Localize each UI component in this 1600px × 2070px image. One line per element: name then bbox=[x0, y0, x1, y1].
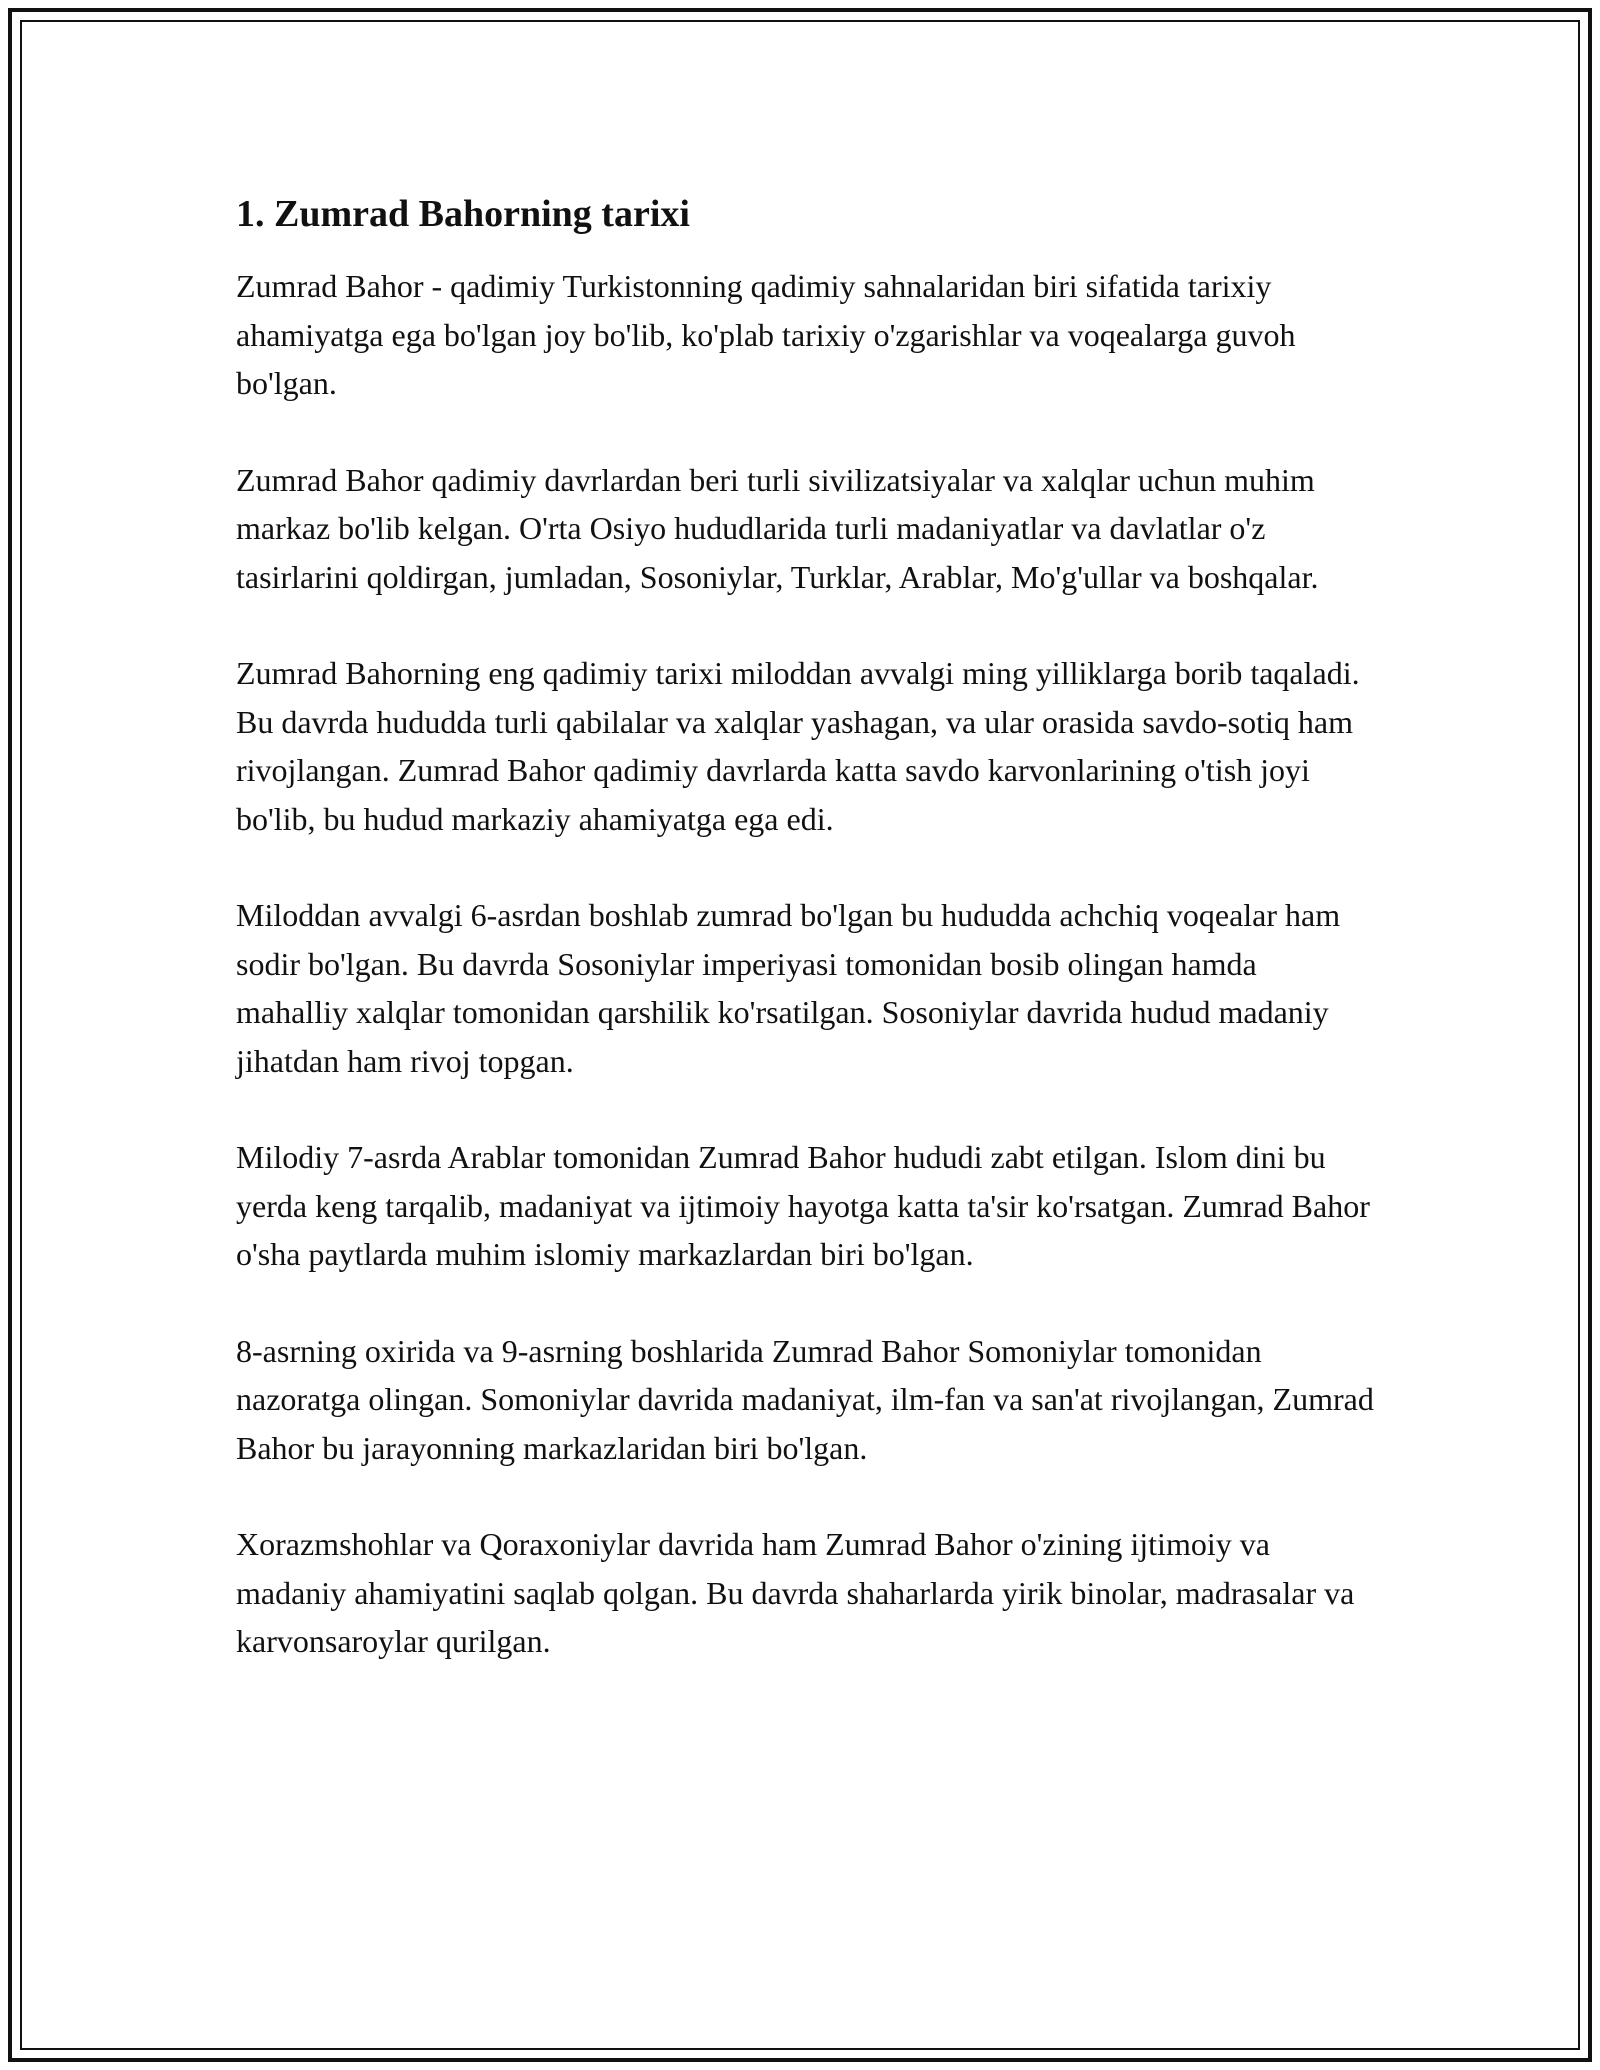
paragraph-7: Xorazmshohlar va Qoraxoniylar davrida ham Zumrad Bahor o'zining ijtimoiy va madaniy ahamiyatini saqlab qolgan. Bu davrda shaharlarda yirik binolar, madrasalar va karvonsaroylar qurilgan. bbox=[236, 1526, 1355, 1659]
paragraph-5: Milodiy 7-asrda Arablar tomonidan Zumrad Bahor hududi zabt etilgan. Islom dini bu yerda keng tarqalib, madaniyat va ijtimoiy hayotga katta ta'sir ko'rsatgan. Zumrad Bahor o'sha paytlarda muhim islomiy markazlardan biri bo'lgan. bbox=[236, 1139, 1370, 1272]
paragraph-2: Zumrad Bahor qadimiy davrlardan beri turli sivilizatsiyalar va xalqlar uchun muhim markaz bo'lib kelgan. O'rta Osiyo hududlarida turli madaniyatlar va davlatlar o'z tasirlarini qoldirgan, jumladan, Sosoniylar, Turklar, Arablar, Mo'g'ullar va boshqalar. bbox=[236, 461, 1319, 595]
section-heading: 1. Zumrad Bahorning tarixi bbox=[236, 193, 690, 235]
paragraph-1: Zumrad Bahor - qadimiy Turkistonning qadimiy sahnalaridan biri sifatida tarixiy ahamiyatga ega bo'lgan joy bo'lib, ko'plab tarixiy o'zgarishlar va voqealarga guvoh bo'lgan. bbox=[236, 268, 1296, 401]
paragraph-6: 8-asrning oxirida va 9-asrning boshlarida Zumrad Bahor Somoniylar tomonidan nazoratga olingan. Somoniylar davrida madaniyat, ilm-fan va san'at rivojlangan, Zumrad Bahor bu jarayonning markazlaridan biri bo'lgan. bbox=[236, 1332, 1374, 1466]
document-body bbox=[236, 186, 1376, 1714]
paragraph-4: Miloddan avvalgi 6-asrdan boshlab zumrad bo'lgan bu hududda achchiq voqealar ham sodir bo'lgan. Bu davrda Sosoniylar imperiyasi tomonidan bosib olingan hamda mahalliy xalqlar tomonidan qarshilik ko'rsatilgan. Sosoniylar davrida hudud madaniy jihatdan ham rivoj topgan. bbox=[236, 897, 1341, 1079]
paragraph-3: Zumrad Bahorning eng qadimiy tarixi miloddan avvalgi ming yilliklarga borib taqaladi. Bu davrda hududda turli qabilalar va xalqlar yashagan, va ular orasida savdo-sotiq ham rivojlangan. Zumrad Bahor qadimiy davrlarda katta savdo karvonlarining o'tish joyi bo'lib, bu hudud markaziy ahamiyatga ega edi. bbox=[236, 655, 1360, 837]
